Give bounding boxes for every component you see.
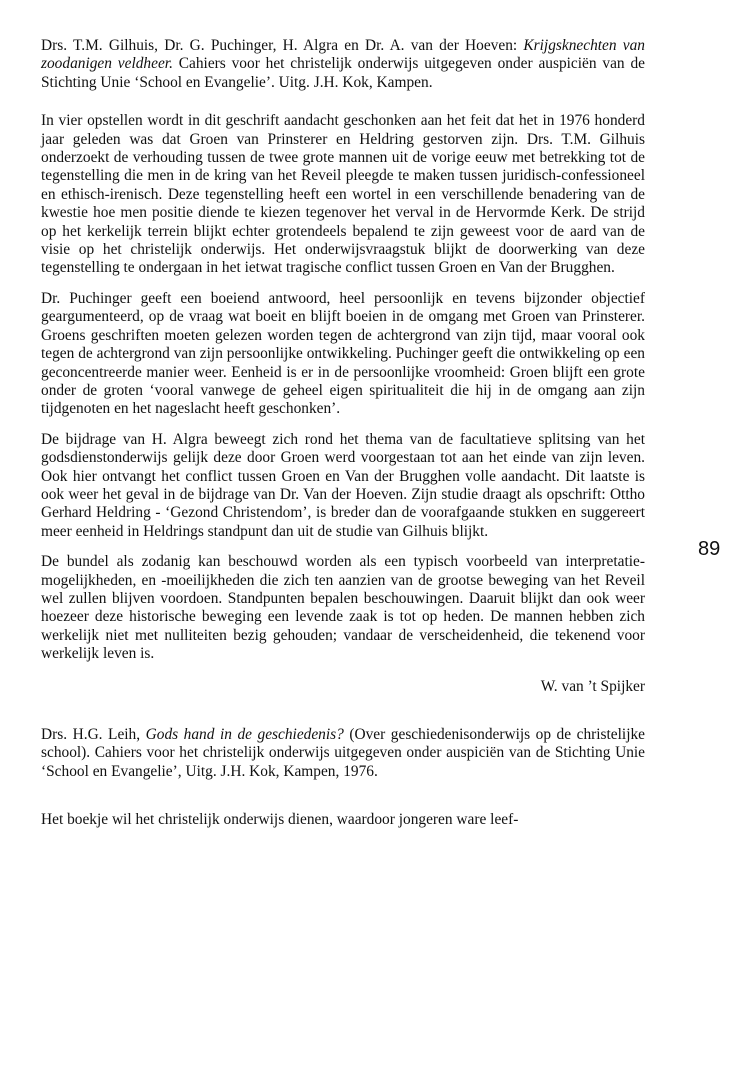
- review-1-publication: Cahiers voor het christelijk onderwijs uitgegeven onder auspiciën van de Stichting Unie ‘School en Evangelie’. Uitg. J.H. Kok, Kampen.: [41, 55, 645, 91]
- review-2-paragraph: Het boekje wil het christelijk onderwijs dienen, waardoor jongeren ware leef-: [41, 811, 519, 829]
- review-1-authors: Drs. T.M. Gilhuis, Dr. G. Puchinger, H. Algra en Dr. A. van der Hoeven:: [41, 37, 518, 54]
- review-2-title: Gods hand in de geschiedenis?: [145, 726, 344, 743]
- review-1-header: [41, 37, 645, 92]
- review-2-header: [41, 726, 645, 781]
- review-1-paragraph: Dr. Puchinger geeft een boeiend antwoord, heel persoonlijk en tevens bijzonder objectief geargumenteerd, op de vraag wat boeit en blijft boeien in de omgang met Groen van Prinsterer. Groens geschriften moeten gelezen worden tegen de achtergrond van zijn tijd, maar vooral ook tegen de achtergrond van zijn persoonlijke ontwikkeling. Puchinger geeft die ontwikkeling op een geconcentreerde manier weer. Eenheid is er in de persoonlijke vroomheid: Groen blijft een grote onder de groten ‘vooral vanwege de geheel eigen spiritualiteit die hij in de omgang aan zijn tijdgenoten en het nageslacht heeft geschonken’.: [41, 289, 645, 418]
- text-column: [41, 37, 645, 830]
- review-2-publication: (Over geschiedenisonderwijs op de christelijke school). Cahiers voor het christelijk onderwijs uitgegeven onder auspiciën van de Stichting Unie ‘School en Evangelie’, Uitg. J.H. Kok, Kampen, 1976.: [41, 726, 645, 780]
- review-1-signature: W. van ’t Spijker: [540, 677, 645, 695]
- review-1-paragraph: De bijdrage van H. Algra beweegt zich rond het thema van de facultatieve splitsing van het godsdienstonderwijs gelijk deze door Groen werd voorgestaan tot aan het einde van zijn leven. Ook hier ontvangt het conflict tussen Groen en Van der Brugghen volle aandacht. Dit laatste is ook weer het geval in de bijdrage van Dr. Van der Hoeven. Zijn studie draagt als opschrift: Ottho Gerhard Heldring - ‘Gezond Christendom’, is breder dan de voorafgaande stukken en suggereert meer eenheid in Heldrings standpunt dan uit de studie van Gilhuis blijkt.: [41, 430, 645, 540]
- review-1-title: Krijgsknechten van zoodanigen veldheer.: [41, 37, 645, 73]
- review-2-authors: Drs. H.G. Leih,: [41, 726, 141, 743]
- review-1-paragraph: In vier opstellen wordt in dit geschrift aandacht geschonken aan het feit dat het in 1976 honderd jaar geleden was dat Groen van Prinsterer en Heldring gestorven zijn. Drs. T.M. Gilhuis onderzoekt de verhouding tussen de twee grote mannen uit de vorige eeuw met betrekking tot de tegenstelling die men in de kring van het Reveil pleegde te maken tussen juridisch-confessioneel en ethisch-irenisch. Deze tegenstelling heeft een wortel in een verschillende benadering van de kwestie hoe men positie diende te kiezen tegenover het verval in de Hervormde Kerk. De strijd op het kerkelijk terrein blijkt echter grotendeels bepalend te zijn geweest voor de aard van de visie op het christelijk onderwijs. Het onderwijsvraagstuk blijkt de doorwerking van deze tegenstelling te ondergaan in het ietwat tragische conflict tussen Groen en Van der Brugghen.: [41, 112, 645, 277]
- review-1-paragraph: De bundel als zodanig kan beschouwd worden als een typisch voorbeeld van interpretatie-mogelijkheden, en -moeilijkheden die zich ten aanzien van de grootse beweging van het Reveil wel zullen blijven voordoen. Standpunten bepalen beschouwingen. Daaruit blijkt dan ook weer hoezeer deze historische beweging een levende zaak is tot op heden. De mannen hebben zich werkelijk niet met nulliteiten bezig gehouden; vandaar de verscheidenheid, die tekenend voor werkelijk leven is.: [41, 553, 645, 663]
- page-number: 89: [698, 538, 721, 560]
